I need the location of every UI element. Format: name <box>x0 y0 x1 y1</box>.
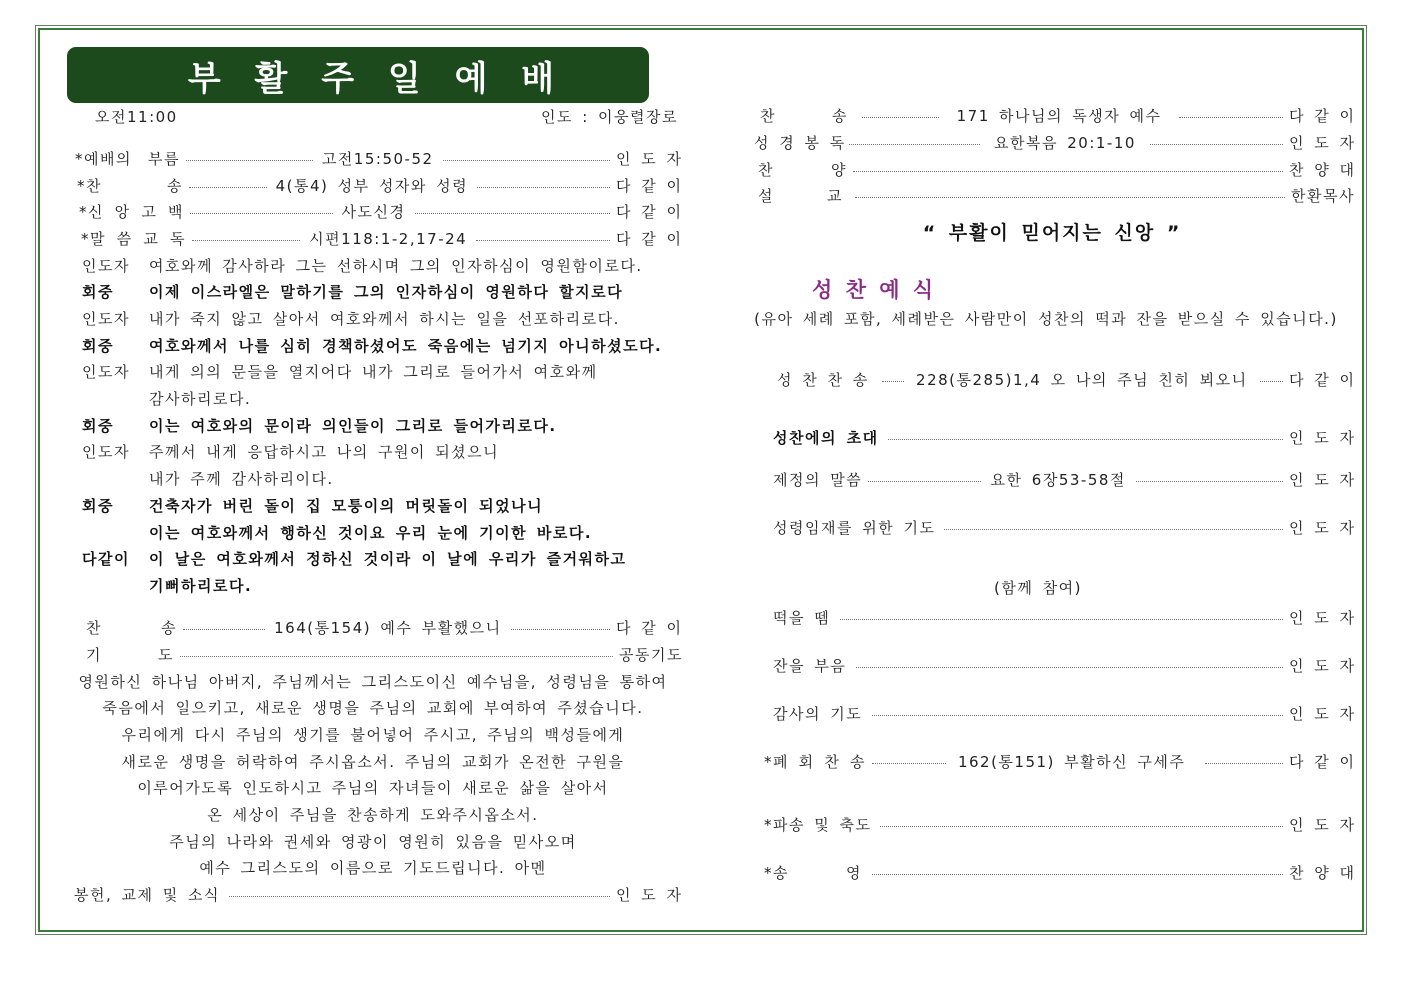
order-item-label: 성 경 봉 독 <box>754 134 846 152</box>
reading-speaker: 회중 <box>82 417 114 435</box>
prayer-line: 영원하신 하나님 아버지, 주님께서는 그리스도이신 예수님을, 성령님을 통하여 <box>78 673 668 691</box>
order-item-leader: 다 같 이 <box>616 230 683 248</box>
communion-heading: 성 찬 예 식 <box>812 278 935 302</box>
prayer-line: 온 세상이 주님을 찬송하게 도와주시옵소서. <box>207 806 539 824</box>
communion-item <box>773 608 1355 628</box>
reading-line: 내게 의의 문들을 열지어다 내가 그리로 들어가서 여호와께 <box>149 363 598 381</box>
closing-item-label: *파송 및 축도 <box>764 816 872 834</box>
order-item-detail: 171 하나님의 독생자 예수 <box>956 107 1162 125</box>
dot-leader <box>180 656 613 657</box>
order-item-detail: 사도신경 <box>341 203 406 221</box>
communion-item <box>773 428 1355 448</box>
communion-item-detail: 요한 6장53-58절 <box>990 471 1126 489</box>
order-item <box>81 229 682 249</box>
participation-note: (함께 참여) <box>994 579 1082 597</box>
closing-item <box>764 863 1355 883</box>
order-item-label: 설 교 <box>758 187 843 205</box>
communion-item-leader: 인 도 자 <box>1289 657 1356 675</box>
dot-leader <box>856 667 1283 668</box>
communion-item-label: 성 찬 찬 송 <box>777 371 869 389</box>
closing-item <box>764 752 1355 772</box>
reading-line: 여호와께 감사하라 그는 선하시며 그의 인자하심이 영원함이로다. <box>149 257 643 275</box>
order-item-leader: 다 같 이 <box>1289 107 1356 125</box>
order-item-label: 기 도 <box>86 646 174 664</box>
reading-speaker: 인도자 <box>82 257 130 275</box>
communion-item-label: 떡을 뗌 <box>773 609 831 627</box>
prayer-line: 이루어가도록 인도하시고 주님의 자녀들이 새로운 삶을 살아서 <box>137 779 609 797</box>
communion-item-leader: 인 도 자 <box>1289 609 1356 627</box>
order-item-label: *예배의 부름 <box>75 150 180 168</box>
reading-speaker: 다같이 <box>82 550 130 568</box>
prayer-line: 죽음에서 일으키고, 새로운 생명을 주님의 교회에 부여하여 주셨습니다. <box>102 699 644 717</box>
sermon-title: “ 부활이 믿어지는 신앙 ” <box>922 222 1182 244</box>
order-item-detail: 4(통4) 성부 성자와 성령 <box>275 177 469 195</box>
communion-item <box>773 704 1355 724</box>
reading-line: 감사하리로다. <box>149 390 252 408</box>
dot-leader <box>840 619 1283 620</box>
dot-leader <box>511 629 610 630</box>
reading-speaker: 인도자 <box>82 363 130 381</box>
prayer-line: 새로운 생명을 허락하여 주시옵소서. 주님의 교회가 온전한 구원을 <box>121 753 625 771</box>
communion-item-label: 감사의 기도 <box>773 705 863 723</box>
communion-item <box>773 470 1355 490</box>
prayer-line: 우리에게 다시 주님의 생기를 불어넣어 주시고, 주님의 백성들에게 <box>121 726 625 744</box>
dot-leader <box>1150 144 1283 145</box>
order-item-leader: 인 도 자 <box>1289 134 1356 152</box>
communion-item <box>777 370 1355 390</box>
dot-leader <box>855 197 1285 198</box>
dot-leader <box>872 715 1283 716</box>
order-item-label: 찬 송 <box>86 619 177 637</box>
order-item-leader: 다 같 이 <box>616 619 683 637</box>
reading-speaker: 인도자 <box>82 443 130 461</box>
order-item <box>758 186 1355 206</box>
dot-leader <box>477 187 610 188</box>
page-title: 부 활 주 일 예 배 <box>187 58 557 99</box>
prayer-line: 예수 그리스도의 이름으로 기도드립니다. 아멘 <box>199 859 547 877</box>
dot-leader <box>1136 481 1283 482</box>
reading-speaker: 회중 <box>82 283 114 301</box>
dot-leader <box>880 826 1284 827</box>
order-item <box>86 618 682 638</box>
prayer-line: 주님의 나라와 권세와 영광이 영원히 있음을 믿사오며 <box>169 833 577 851</box>
reading-line: 주께서 내게 응답하시고 나의 구원이 되셨으니 <box>149 443 500 461</box>
communion-item-label: 성찬에의 초대 <box>773 429 879 447</box>
dot-leader <box>1205 763 1283 764</box>
dot-leader <box>882 381 904 382</box>
dot-leader <box>862 117 939 118</box>
presider: 인도 : 이웅렬장로 <box>540 108 678 126</box>
communion-item-leader: 인 도 자 <box>1289 705 1356 723</box>
order-item-detail: 요한복음 20:1-10 <box>994 134 1136 152</box>
communion-item-label: 성령임재를 위한 기도 <box>773 519 936 537</box>
order-item-label: *신 앙 고 백 <box>79 203 184 221</box>
communion-note: (유아 세례 포함, 세례받은 사람만이 성찬의 떡과 잔을 받으실 수 있습니다.) <box>754 310 1338 328</box>
communion-item-label: 제정의 말씀 <box>773 471 863 489</box>
closing-item-leader: 인 도 자 <box>1289 816 1356 834</box>
dot-leader <box>192 240 300 241</box>
title-banner <box>67 47 649 103</box>
reading-line: 기뻐하리로다. <box>149 577 253 595</box>
dot-leader <box>443 160 610 161</box>
reading-speaker: 회중 <box>82 337 114 355</box>
dot-leader <box>872 874 1283 875</box>
reading-line: 여호와께서 나를 심히 경책하셨어도 죽음에는 넘기지 아니하셨도다. <box>149 337 663 355</box>
communion-item-leader: 인 도 자 <box>1289 519 1356 537</box>
closing-item <box>764 815 1355 835</box>
reading-line: 이 날은 여호와께서 정하신 것이라 이 날에 우리가 즐거워하고 <box>149 550 627 568</box>
dot-leader <box>415 213 610 214</box>
dot-leader <box>189 187 267 188</box>
order-item-detail: 164(통154) 예수 부활했으니 <box>274 619 502 637</box>
dot-leader <box>853 171 1283 172</box>
communion-item <box>773 656 1355 676</box>
service-time: 오전11:00 <box>95 108 178 126</box>
closing-item-leader: 다 같 이 <box>1289 753 1356 771</box>
closing-item-leader: 찬 양 대 <box>1289 864 1356 882</box>
reading-line: 이는 여호와의 문이라 의인들이 그리로 들어가리로다. <box>149 417 557 435</box>
order-item-leader: 한환목사 <box>1291 187 1355 205</box>
dot-leader <box>888 439 1283 440</box>
communion-item-leader: 다 같 이 <box>1289 371 1356 389</box>
reading-speaker: 회중 <box>82 497 114 515</box>
order-item-leader: 인 도 자 <box>616 886 683 904</box>
communion-item <box>773 518 1355 538</box>
communion-item-label: 잔을 부음 <box>773 657 847 675</box>
dot-leader <box>1179 117 1283 118</box>
dot-leader <box>476 240 610 241</box>
communion-item-detail: 228(통285)1,4 오 나의 주님 친히 뵈오니 <box>916 371 1248 389</box>
dot-leader <box>190 213 333 214</box>
dot-leader <box>229 896 610 897</box>
dot-leader <box>183 629 265 630</box>
closing-item-label: *폐 회 찬 송 <box>764 753 866 771</box>
reading-line: 건축자가 버린 돌이 집 모퉁이의 머릿돌이 되었나니 <box>149 497 544 515</box>
order-item-leader: 인 도 자 <box>616 150 683 168</box>
reading-line: 이제 이스라엘은 말하기를 그의 인자하심이 영원하다 할지로다 <box>149 283 624 301</box>
reading-speaker: 인도자 <box>82 310 130 328</box>
communion-item-leader: 인 도 자 <box>1289 429 1356 447</box>
order-item-leader: 찬 양 대 <box>1289 161 1356 179</box>
reading-line: 내가 주께 감사하리이다. <box>149 470 334 488</box>
order-item-label: 찬 양 <box>758 161 847 179</box>
dot-leader <box>944 529 1283 530</box>
order-item <box>86 645 683 665</box>
dot-leader <box>872 763 946 764</box>
order-item <box>75 149 682 169</box>
service-info-row <box>95 107 678 127</box>
order-item-detail: 시편118:1-2,17-24 <box>309 230 468 248</box>
dot-leader <box>186 160 313 161</box>
order-item-leader: 다 같 이 <box>616 177 683 195</box>
order-item <box>758 160 1355 180</box>
reading-line: 내가 죽지 않고 살아서 여호와께서 하시는 일을 선포하리로다. <box>149 310 620 328</box>
order-item <box>74 885 682 905</box>
order-item-leader: 공동기도 <box>619 646 683 664</box>
dot-leader <box>1260 381 1283 382</box>
order-item-detail: 고전15:50-52 <box>321 150 434 168</box>
order-item-leader: 다 같 이 <box>616 203 683 221</box>
order-item <box>79 202 682 222</box>
order-item <box>760 106 1355 126</box>
order-item <box>754 133 1355 153</box>
closing-item-detail: 162(통151) 부활하신 구세주 <box>957 753 1186 771</box>
communion-item-leader: 인 도 자 <box>1289 471 1356 489</box>
dot-leader <box>849 144 980 145</box>
dot-leader <box>868 481 980 482</box>
order-item-label: *찬 송 <box>77 177 183 195</box>
order-item <box>77 176 682 196</box>
reading-line: 이는 여호와께서 행하신 것이요 우리 눈에 기이한 바로다. <box>149 524 593 542</box>
order-item-label: *말 씀 교 독 <box>81 230 186 248</box>
order-item-label: 봉헌, 교제 및 소식 <box>74 886 221 904</box>
closing-item-label: *송 영 <box>764 864 862 882</box>
order-item-label: 찬 송 <box>760 107 848 125</box>
